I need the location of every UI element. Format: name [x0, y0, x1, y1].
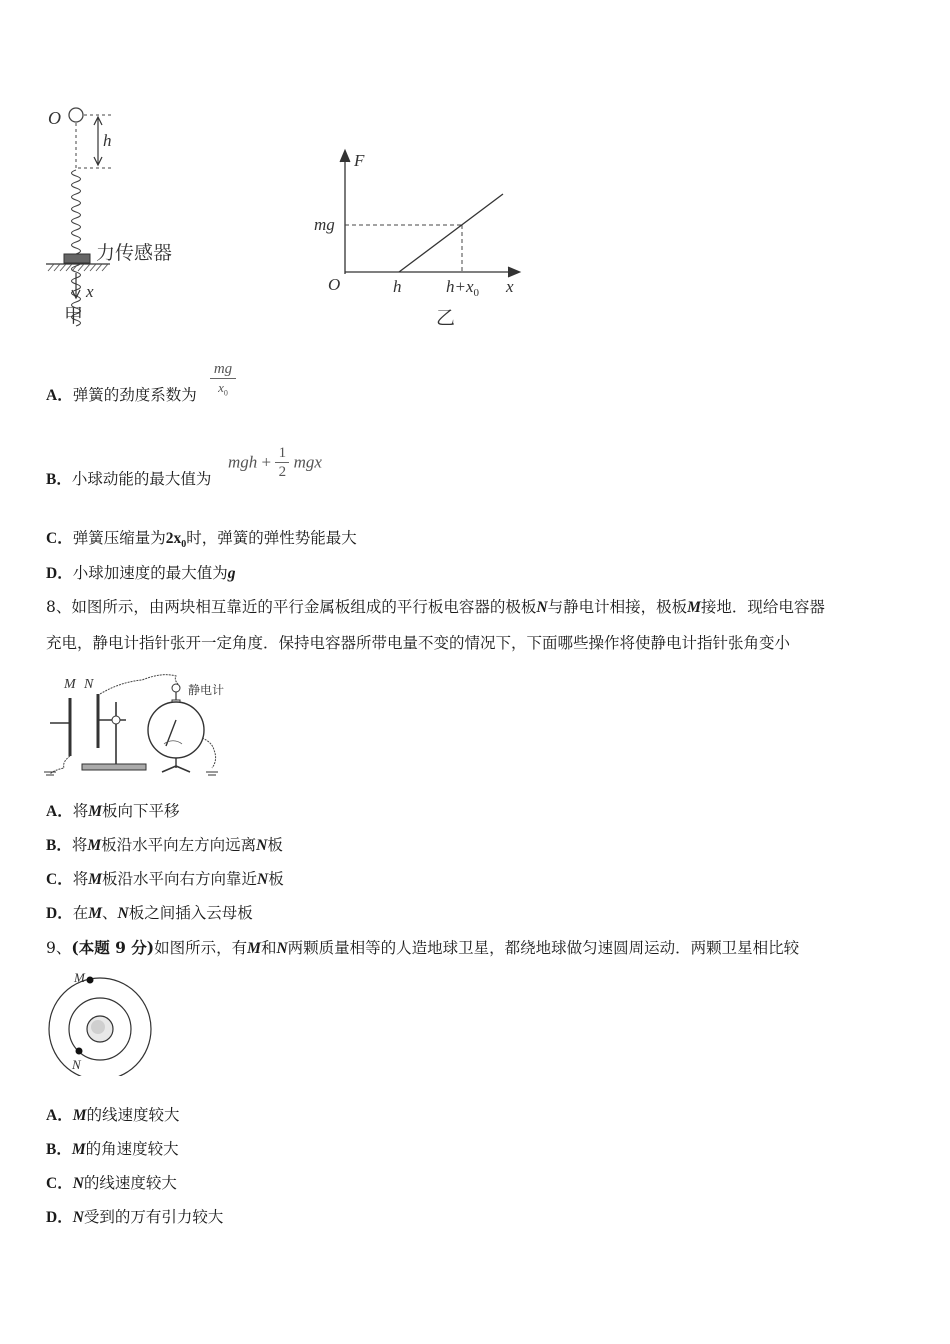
meter-case [148, 702, 204, 758]
fig-spring-caption: 甲 [64, 306, 84, 327]
q9-option-a-letter: A． [46, 1107, 73, 1124]
wire-M-ground [50, 756, 70, 774]
q7-b-plus: + [261, 452, 272, 472]
q9-option-c [46, 1173, 177, 1194]
cap-label-N: N [84, 677, 94, 692]
satellite-M [87, 977, 94, 984]
q7-option-c [46, 528, 357, 555]
orbit-label-M: M [74, 970, 85, 985]
q8-a-pre: 将 [72, 802, 89, 820]
q7-a-frac-den-x: x [218, 380, 224, 395]
q8-c-mid: 板沿水平向右方向靠近 [102, 870, 258, 888]
q8-line1-N: N [536, 599, 548, 616]
q8-stem-line2 [46, 633, 790, 653]
fig-spring-label-O: O [48, 108, 61, 128]
q7-a-frac-den-sub: 0 [223, 388, 228, 398]
q7-option-a-text: 弹簧的劲度系数为 [72, 386, 197, 404]
fig-spring-label-sensor: 力传感器 [96, 243, 173, 264]
q8-d-v1: M [88, 905, 103, 922]
graph-label-O: O [328, 275, 341, 294]
q7-option-a-letter: A． [46, 387, 73, 404]
q9-N: N [276, 940, 288, 957]
q7-option-b-expression [228, 444, 322, 481]
graph-label-F: F [354, 151, 365, 170]
q8-option-b-letter: B． [46, 837, 72, 854]
q8-a-post: 板向下平移 [102, 802, 180, 820]
q7-b-expr-pre: mgh [228, 452, 258, 472]
q8-option-a-letter: A． [46, 803, 73, 820]
q7-option-a [46, 385, 197, 406]
force-sensor [64, 254, 90, 263]
stand-clamp [112, 716, 120, 724]
q8-line2: 充电，静电计指针张开一定角度．保持电容器所带电量不变的情况下，下面哪些操作将使静电计指针张角变小 [46, 634, 791, 652]
q9-b-v: M [71, 1141, 86, 1158]
q9-option-d [46, 1207, 223, 1228]
graph-label-mg: mg [314, 215, 335, 234]
q8-option-a [46, 801, 180, 822]
q7-b-expr-post: mgx [293, 452, 322, 472]
q8-b-post: 板 [267, 836, 283, 854]
cap-label-M: M [64, 677, 76, 692]
q9-option-a [46, 1105, 180, 1126]
fig-spring-label-x: x [86, 282, 94, 301]
q8-b-v1: M [87, 837, 102, 854]
q8-a-v1: M [88, 803, 103, 820]
figure-capacitor [42, 668, 242, 784]
earth-texture [91, 1020, 105, 1034]
graph-label-x: x [506, 277, 514, 296]
q8-b-mid: 板沿水平向左方向远离 [101, 836, 257, 854]
q8-option-c [46, 869, 284, 890]
q8-option-b [46, 835, 283, 856]
q9-text-c: 两颗质量相等的人造地球卫星，都绕地球做匀速圆周运动．两颗卫星相比较 [287, 939, 800, 957]
q8-number: 8、 [46, 598, 72, 616]
q9-text-b: 和 [260, 939, 277, 957]
q9-a-text: 的线速度较大 [86, 1106, 180, 1124]
q8-c-post: 板 [268, 870, 284, 888]
spring-coil [72, 170, 81, 326]
graph-F-line [399, 194, 503, 272]
graph-x-arrow [508, 267, 520, 277]
q8-c-pre: 将 [72, 870, 89, 888]
q7-option-c-letter: C． [46, 530, 73, 547]
q9-M: M [247, 940, 261, 957]
q9-option-b [46, 1139, 179, 1160]
q8-option-c-letter: C． [46, 871, 73, 888]
q9-number: 9、 [46, 939, 72, 957]
fig-spring-label-h: h [103, 131, 112, 150]
q7-c-var-x: 2x [165, 530, 182, 547]
graph-y-arrow [340, 150, 350, 162]
q7-option-d-letter: D． [46, 565, 73, 582]
q9-stem [46, 938, 799, 959]
graph-caption: 乙 [436, 308, 456, 329]
q7-option-d-var: g [227, 565, 236, 582]
ball [69, 108, 83, 122]
q7-b-frac-num: 1 [275, 444, 289, 463]
q9-c-v: N [72, 1175, 84, 1192]
q9-b-text: 的角速度较大 [85, 1140, 179, 1158]
cap-label-meter: 静电计 [188, 683, 225, 697]
q7-option-b-text: 小球动能的最大值为 [71, 470, 212, 488]
q9-d-v: N [72, 1209, 84, 1226]
q8-stem-line1 [46, 597, 825, 618]
q7-option-d-text: 小球加速度的最大值为 [72, 564, 228, 582]
figure-orbits [44, 970, 158, 1076]
q8-b-pre: 将 [71, 836, 88, 854]
q8-b-v2: N [256, 837, 268, 854]
q7-c-var-sub: 0 [181, 539, 187, 551]
q8-c-v1: M [88, 871, 103, 888]
meter-knob [172, 684, 180, 692]
q8-line1-a: 如图所示，由两块相互靠近的平行金属板组成的平行板电容器的极板 [71, 598, 537, 616]
satellite-N [76, 1048, 83, 1055]
graph-label-h: h [393, 277, 402, 296]
q7-a-frac-num: mg [210, 360, 236, 379]
q8-d-pre: 在 [72, 904, 89, 922]
q8-c-v2: N [257, 871, 269, 888]
q9-tag: (本题 9 分) [71, 938, 155, 957]
q9-option-d-letter: D． [46, 1209, 73, 1226]
q8-line1-b: 与静电计相接，极板 [547, 598, 688, 616]
graph-label-h-plus-x0: $h+x_0$ [446, 277, 480, 299]
q9-d-text: 受到的万有引力较大 [83, 1208, 224, 1226]
q8-d-v2: N [117, 905, 129, 922]
q8-option-d-letter: D． [46, 905, 73, 922]
q7-option-c-text-pre: 弹簧压缩量为 [72, 529, 166, 547]
q9-text-a: 如图所示，有 [154, 939, 248, 957]
wire-meter-ground [202, 738, 216, 768]
q8-d-mid: 、 [102, 904, 118, 922]
q8-d-post: 板之间插入云母板 [128, 904, 253, 922]
q9-a-v: M [72, 1107, 87, 1124]
q7-option-d [46, 563, 235, 584]
q8-line1-c: 接地．现给电容器 [700, 598, 825, 616]
q7-option-a-fraction [210, 360, 236, 403]
q7-b-frac-den: 2 [278, 464, 287, 480]
stand-base [82, 764, 146, 770]
q9-option-b-letter: B． [46, 1141, 72, 1158]
q8-option-d [46, 903, 253, 924]
q9-c-text: 的线速度较大 [83, 1174, 177, 1192]
q7-option-b [46, 469, 211, 490]
q7-option-c-text-post: 时，弹簧的弹性势能最大 [186, 529, 357, 547]
q7-option-b-letter: B． [46, 471, 72, 488]
figure-spring [40, 100, 200, 332]
q7-a-frac-den [210, 379, 236, 403]
wire-N-meter [100, 675, 178, 694]
q9-option-c-letter: C． [46, 1175, 73, 1192]
q8-line1-M: M [687, 599, 701, 616]
q7-option-c-var [165, 530, 187, 551]
figure-graph [308, 142, 530, 334]
orbit-label-N: N [72, 1057, 81, 1072]
